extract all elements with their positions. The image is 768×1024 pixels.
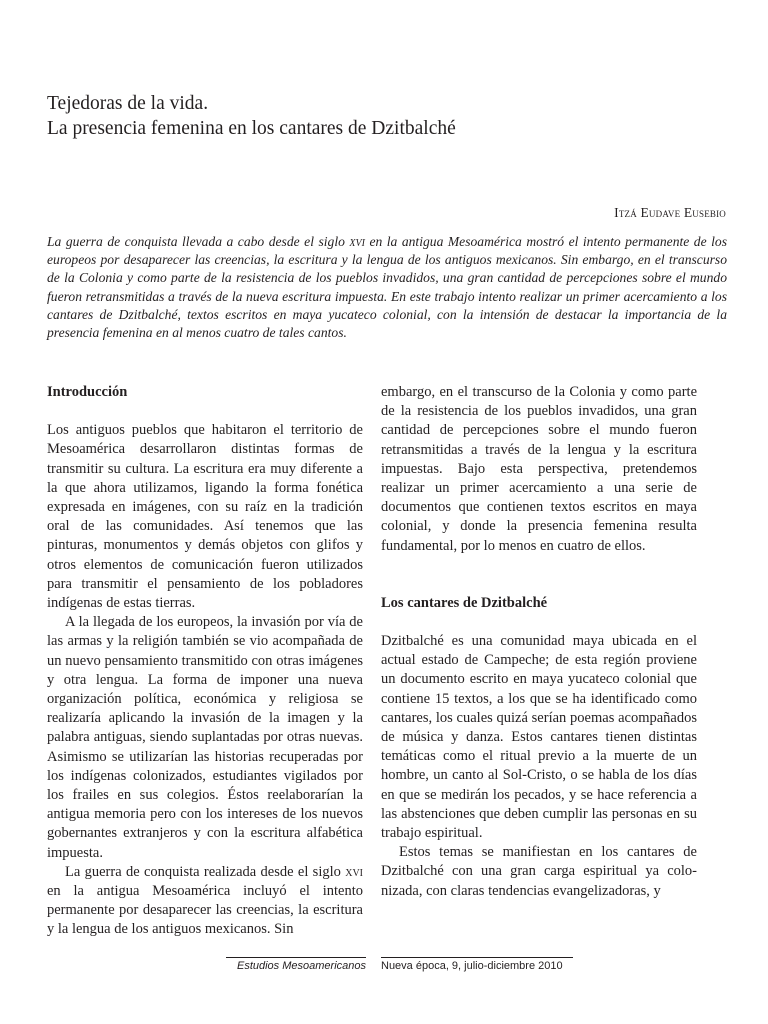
footer-issue-info: Nueva época, 9, julio-diciembre 2010 xyxy=(381,960,563,972)
paragraph-3 xyxy=(47,863,363,940)
title-line-1: Tejedoras de la vida. xyxy=(47,93,209,114)
footer-journal-name: Estudios Mesoamericanos xyxy=(236,960,366,972)
abstract-part-2: en la antigua Mesoamérica mostró el intento permanente de los europeos por desaparecer las creencias, la escritura y la lengua de los antiguos mexicanos. Sin embargo, en el transcurso de la Colonia y como parte de la resistencia de los pueblos invadidos, una gran cantidad de percepciones sobre el mundo fueron retransmitidas a través de la nueva escritura impuesta. En este trabajo intento realizar un primer acercamiento a los cantares de Dzitbalché, textos escritos en maya yucateco colonial, con la intensión de destacar la importancia de la presencia femenina en al menos cuatro de tales cantos. xyxy=(47,234,727,341)
article-title xyxy=(47,91,727,141)
abstract-century: xvi xyxy=(349,234,365,249)
author-name: Itzá Eudave Eusebio xyxy=(614,205,726,220)
abstract xyxy=(47,233,727,342)
paragraph-4: embargo, en el transcurso de la Colonia y como parte de la resistencia de los pueblos invadidos, una gran cantidad de percepciones sobre el mundo fueron retransmitidas a través de la lengua y la escritura impuestas. Bajo esta perspectiva, pretendemos realizar un primer acercamiento a una serie de documentos que contienen textos escritos en maya colonial, y donde la presencia femenina resulta fundamental, por lo menos en cuatro de ellos. xyxy=(381,384,697,554)
title-line-2: La presencia femenina en los cantares de Dzitbalché xyxy=(47,118,456,139)
footer-rule-right xyxy=(381,957,573,958)
paragraph-1: Los antiguos pueblos que habitaron el territorio de Mesoamérica desarrollaron distintas formas de transmitir su cultura. La escritura era muy diferente a la que ahora utilizamos, ligando la forma fonética expresada en imágenes, con su raíz en la tradición oral de las comunidades. Así tenemos que las pinturas, monumentos y demás objetos con glifos y otros elementos de comunicación fueron utilizados para transmitir el pensamiento de los pobladores indígenas de estas tierras. xyxy=(47,422,363,612)
right-column xyxy=(381,383,697,901)
abstract-part-1: La guerra de conquista llevada a cabo desde el siglo xyxy=(47,234,350,249)
paragraph-6: Estos temas se manifiestan en los cantares de Dzitbalché con una gran carga espiritual ya colonizada, con claras tendencias evangelizadoras, y xyxy=(381,844,697,899)
section-heading-cantares: Los cantares de Dzitbalché xyxy=(381,594,548,611)
paragraph-5: Dzitbalché es una comunidad maya ubicada en el actual estado de Campeche; de esta región proviene un documento escrito en maya yucateco colonial que contiene 15 textos, a los que se ha identificado como cantares, los cuales quizá serían poemas acompañados de música y danza. Estos cantares tienen distintas temáticas como el ritual previo a la muerte de un hombre, un canto al Sol-Cristo, o se habla de los días en que se medirán los pecados, y se hace referencia a las abstenciones que deben cumplir las personas en su trabajo espiritual. xyxy=(381,633,697,842)
paragraph-2: A la llegada de los europeos, la invasión por vía de las armas y la religión también se vio acompañada de un nuevo pensamiento transmitido con otras imágenes y otra lengua. La forma de imponer una nueva organización política, económica y religiosa se realizaría aplicando la invasión de la imagen y la palabra antiguas, siendo suplantadas por otras nuevas. Asimismo se utilizarían las historias recuperadas por los indígenas colonizados, estudiantes vigilados por los frailes en sus colegios. Éstos reelaborarían la antigua memoria pero con los intereses de los nuevos gobernantes extranjeros y con la escritura alfabética impuesta. xyxy=(47,614,363,861)
section-heading-introduccion: Introducción xyxy=(47,384,128,400)
page-footer xyxy=(0,957,768,987)
left-column xyxy=(47,383,363,940)
paragraph-3-century: xvi xyxy=(345,863,363,880)
paragraph-3-part-b: en la antigua Mesoamérica incluyó el intento permanente por desaparecer las creencias, la escritura y la lengua de los antiguos mexicanos. Sin xyxy=(47,883,363,938)
footer-rule-left xyxy=(226,957,366,958)
paragraph-3-part-a: La guerra de conquista realizada desde el siglo xyxy=(65,863,346,880)
